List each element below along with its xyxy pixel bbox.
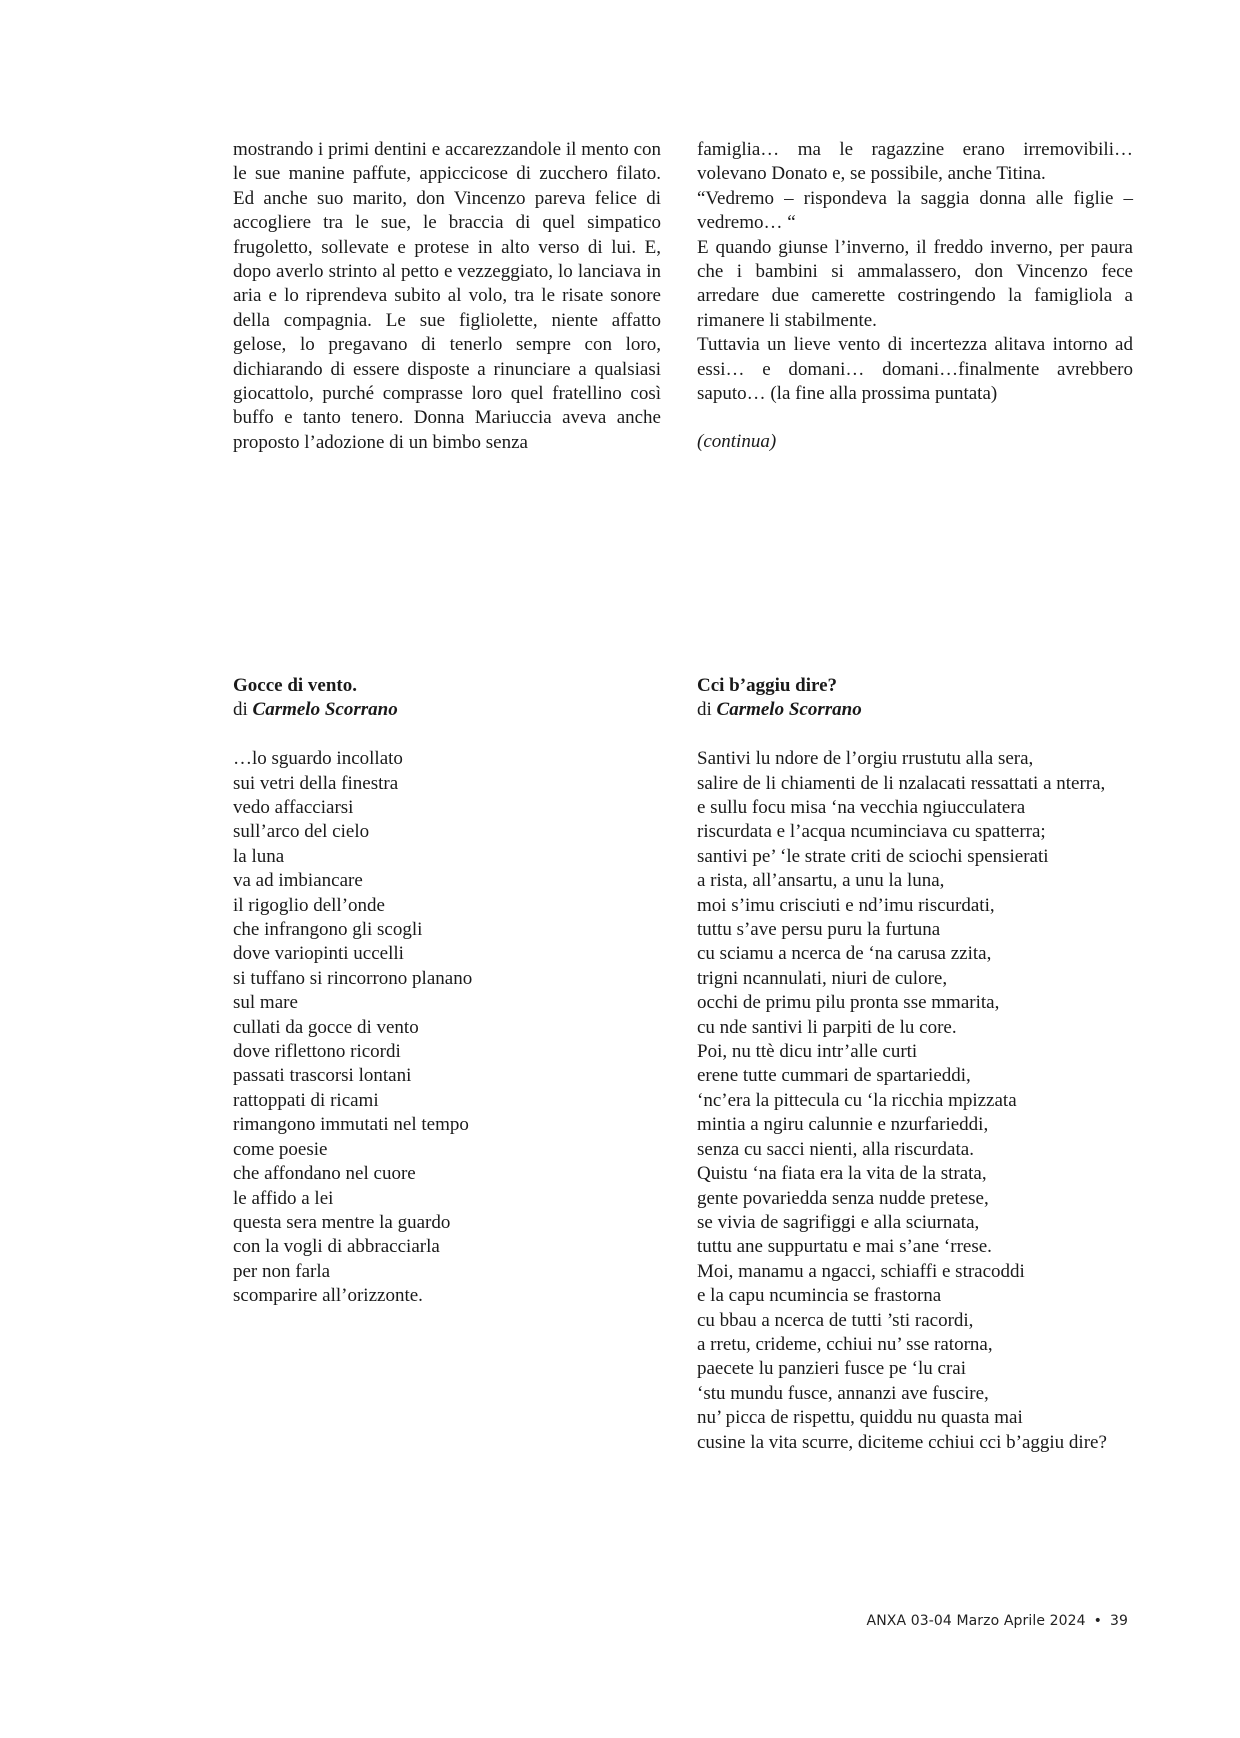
poem-line: vedo affacciarsi <box>233 797 354 819</box>
poem-title: Gocce di vento. <box>233 675 358 696</box>
poem-line: e la capu ncumincia se frastorna <box>697 1285 942 1307</box>
poem-line: ‘nc’era la pittecula cu ‘la ricchia mpizzata <box>697 1089 1017 1111</box>
poem-line: ‘stu mundu fusce, annanzi ave fuscire, <box>697 1382 989 1404</box>
continua-note: (continua) <box>697 431 777 453</box>
poem-line: moi s’imu crisciuti e nd’imu riscurdati, <box>697 894 995 916</box>
poem-line: occhi de primu pilu pronta sse mmarita, <box>697 992 1000 1014</box>
story-right-column <box>697 138 1133 455</box>
poem-cci-baggiu-dire <box>697 674 1177 1455</box>
poem-body <box>233 747 653 1308</box>
poem-line: questa sera mentre la guardo <box>233 1211 451 1233</box>
poem-line: cullati da gocce di vento <box>233 1016 419 1038</box>
poem-body <box>697 747 1177 1455</box>
poem-line: dove riflettono ricordi <box>233 1041 401 1063</box>
poem-line: cu bbau a ncerca de tutti ’sti racordi, <box>697 1309 974 1331</box>
poem-gocce-di-vento <box>233 674 653 1309</box>
poem-line: sull’arco del cielo <box>233 821 370 843</box>
poem-line: Moi, manamu a ngacci, schiaffi e stracoddi <box>697 1260 1025 1282</box>
poem-line: come poesie <box>233 1138 328 1160</box>
page-number: 39 <box>1109 1613 1128 1629</box>
poem-line: rimangono immutati nel tempo <box>233 1114 469 1136</box>
poem-line: sul mare <box>233 992 298 1014</box>
poem-line: passati trascorsi lontani <box>233 1065 412 1087</box>
poem-line: che infrangono gli scogli <box>233 919 423 941</box>
poem-line: tuttu s’ave persu puru la furtuna <box>697 919 941 941</box>
poem-line: salire de li chiamenti de li nzalacati ressattati a nterra, <box>697 772 1106 794</box>
poem-author: Carmelo Scorrano <box>716 699 862 721</box>
poem-line: dove variopinti uccelli <box>233 943 404 965</box>
poem-line: a rretu, crideme, cchiui nu’ sse ratorna, <box>697 1333 993 1355</box>
poem-line: Quistu ‘na fiata era la vita de la strata, <box>697 1163 987 1185</box>
poem-line: tuttu ane suppurtatu e mai s’ane ‘rrese. <box>697 1236 992 1258</box>
poem-line: nu’ picca de rispettu, quiddu nu quasta mai <box>697 1407 1023 1429</box>
poem-line: mintia a ngiru calunnie e nzurfarieddi, <box>697 1114 989 1136</box>
poem-line: e sullu focu misa ‘na vecchia ngiucculatera <box>697 797 1026 819</box>
byline-prefix: di <box>233 699 253 721</box>
poem-line: se vivia de sagrifiggi e alla sciurnata, <box>697 1211 980 1233</box>
poem-line: si tuffano si rincorrono planano <box>233 967 473 989</box>
publication-info: ANXA 03-04 Marzo Aprile 2024 <box>866 1613 1086 1629</box>
page-footer <box>867 1613 1128 1629</box>
story-paragraph: famiglia… ma le ragazzine erano irremovibili… volevano Donato e, se possibile, anche Titina. <box>697 139 1133 185</box>
poem-byline <box>697 698 1177 722</box>
poem-line: Poi, nu ttè dicu intr’alle curti <box>697 1041 918 1063</box>
poem-line: santivi pe’ ‘le strate criti de sciochi spensierati <box>697 845 1049 867</box>
byline-prefix: di <box>697 699 717 721</box>
story-paragraph: mostrando i primi dentini e accarezzandole il mento con le sue manine paffute, appiccicose di zucchero filato. Ed anche suo marito, don Vincenzo pareva felice di accogliere tra le sue, le braccia di quel simpatico frugoletto, sollevate e protese in alto verso di lui. E, dopo averlo strinto al petto e vezzeggiato, lo lanciava in aria e lo riprendeva subito al volo, tra le risate sonore della compagnia. Le sue figliolette, niente affatto gelose, lo pregavano di tenerlo sempre con loro, dichiarando di essere disposte a rinunciare a qualsiasi giocattolo, purché comprasse loro quel fratellino così buffo e tanto tenero. Donna Mariuccia aveva anche proposto l’adozione di un bimbo senza <box>233 139 661 453</box>
footer-separator: • <box>1093 1613 1102 1629</box>
story-left-column <box>233 138 661 455</box>
poem-line: trigni ncannulati, niuri de culore, <box>697 967 948 989</box>
poem-line: che affondano nel cuore <box>233 1163 416 1185</box>
poem-line: paecete lu panzieri fusce pe ‘lu crai <box>697 1358 967 1380</box>
poem-line: per non farla <box>233 1260 331 1282</box>
poem-line: cusine la vita scurre, diciteme cchiui cci b’aggiu dire? <box>697 1431 1107 1453</box>
poem-line: con la vogli di abbracciarla <box>233 1236 440 1258</box>
story-paragraph: E quando giunse l’inverno, il freddo inverno, per paura che i bambini si ammalassero, don Vincenzo fece arredare due camerette costringendo la famigliola a rimanere li stabilmente. <box>697 236 1133 331</box>
poem-line: sui vetri della finestra <box>233 772 399 794</box>
poem-line: scomparire all’orizzonte. <box>233 1285 423 1307</box>
poem-title: Cci b’aggiu dire? <box>697 675 838 696</box>
poem-line: la luna <box>233 845 285 867</box>
poem-line: cu nde santivi li parpiti de lu core. <box>697 1016 957 1038</box>
poem-line: senza cu sacci nienti, alla riscurdata. <box>697 1138 974 1160</box>
poem-author: Carmelo Scorrano <box>252 699 398 721</box>
poem-line: …lo sguardo incollato <box>233 748 403 770</box>
story-paragraph: Tuttavia un lieve vento di incertezza alitava intorno ad essi… e domani… domani…finalmente avrebbero saputo… (la fine alla prossima puntata) <box>697 334 1133 405</box>
poem-line: rattoppati di ricami <box>233 1089 379 1111</box>
poem-line: gente povariedda senza nudde pretese, <box>697 1187 989 1209</box>
poem-line: riscurdata e l’acqua ncuminciava cu spatterra; <box>697 821 1046 843</box>
poem-byline <box>233 698 653 722</box>
poem-line: erene tutte cummari de spartarieddi, <box>697 1065 971 1087</box>
poem-line: va ad imbiancare <box>233 870 363 892</box>
poem-line: le affido a lei <box>233 1187 334 1209</box>
poem-line: Santivi lu ndore de l’orgiu rrustutu alla sera, <box>697 748 1034 770</box>
poem-line: cu sciamu a ncerca de ‘na carusa zzita, <box>697 943 992 965</box>
story-dialogue: “Vedremo – rispondeva la saggia donna alle figlie – vedremo… “ <box>697 187 1133 234</box>
poem-line: a rista, all’ansartu, a unu la luna, <box>697 870 945 892</box>
poem-line: il rigoglio dell’onde <box>233 894 385 916</box>
